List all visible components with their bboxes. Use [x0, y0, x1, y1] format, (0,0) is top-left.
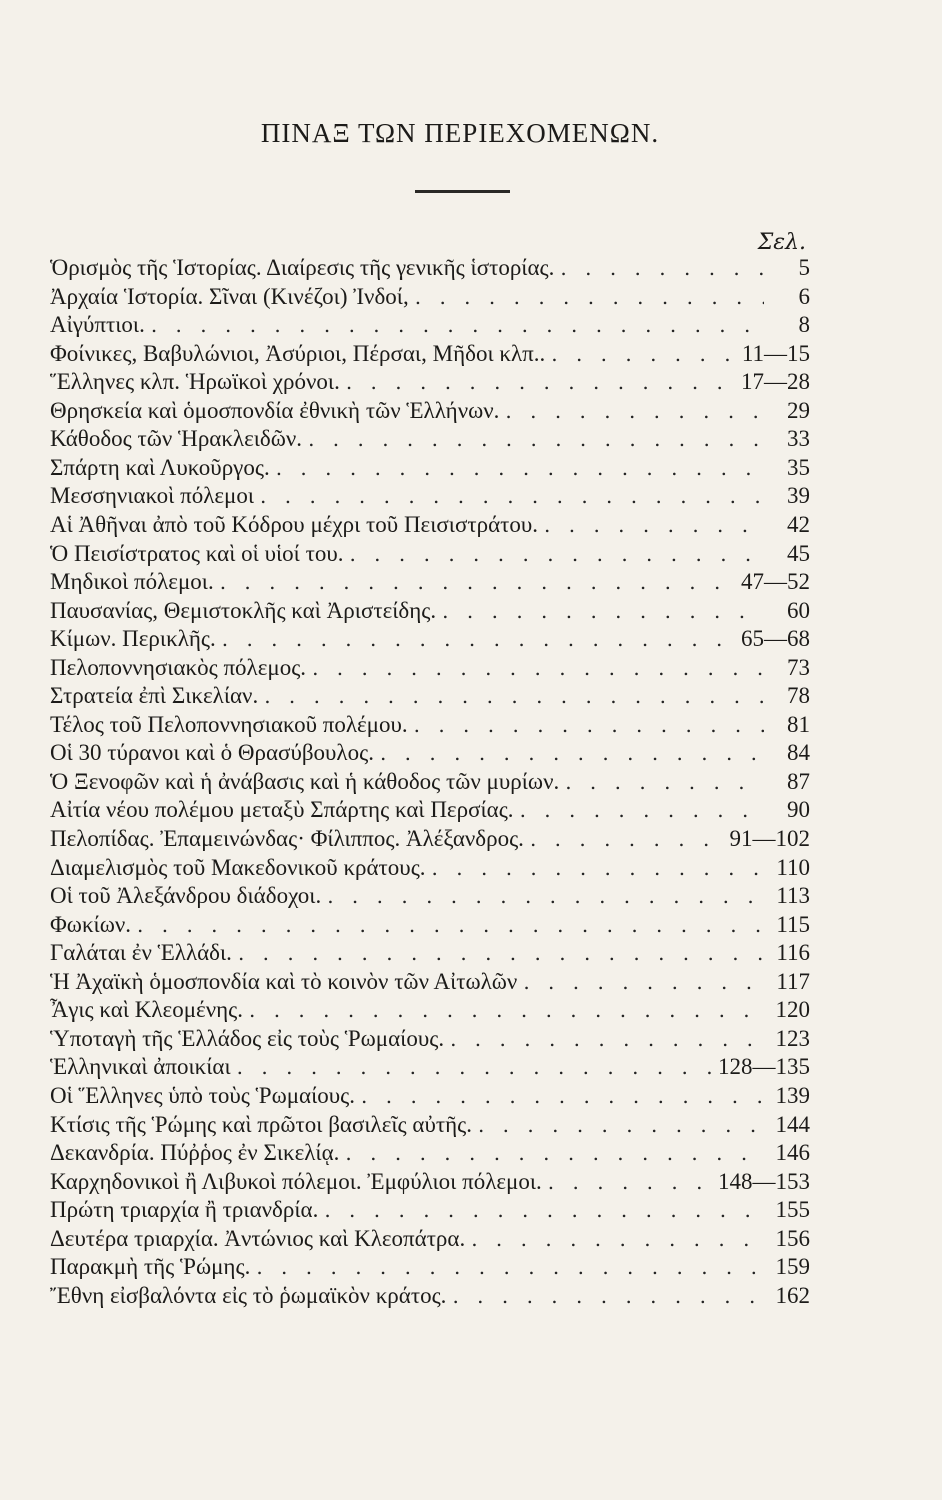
toc-entry	[50, 512, 810, 542]
toc-entry-page: 123	[775, 1025, 810, 1051]
dot-leader	[505, 399, 764, 423]
dot-leader	[471, 1227, 764, 1251]
toc-entry-title: Αἰτία νέου πολέμου μεταξὺ Σπάρτης καὶ Περσίας.	[50, 797, 514, 823]
dot-leader	[520, 798, 764, 822]
dot-leader	[312, 656, 764, 680]
toc-entry-title: Ἆγις καὶ Κλεομένης.	[50, 997, 243, 1023]
toc-entry-page: 162	[775, 1282, 810, 1308]
dot-leader	[361, 1084, 764, 1108]
toc-entry	[50, 284, 810, 314]
toc-entry	[50, 455, 810, 485]
dot-leader	[414, 713, 764, 737]
toc-entry	[50, 1112, 810, 1142]
dot-leader	[220, 570, 735, 594]
toc-entry-page: 113	[776, 883, 810, 909]
toc-entry-title: Πελοπίδας. Ἐπαμεινώνδας· Φίλιππος. Ἀλέξανδρος.	[50, 826, 524, 851]
toc-entry-title: Ὑποταγὴ τῆς Ἑλλάδος εἰς τοὺς Ῥωμαίους.	[50, 1025, 445, 1051]
toc-entry	[50, 398, 810, 428]
toc-entry-page: 33	[787, 426, 810, 452]
toc-entry-page: 159	[775, 1254, 810, 1280]
toc-entry	[50, 855, 810, 885]
dot-leader	[450, 1027, 764, 1051]
toc-entry	[50, 797, 810, 827]
dot-leader	[324, 1198, 764, 1222]
toc-entry-title: Γαλάται ἐν Ἑλλάδι.	[50, 940, 232, 966]
toc-entry	[50, 1283, 810, 1313]
toc-entry-page: 116	[776, 940, 810, 966]
toc-entry	[50, 883, 810, 913]
toc-entry-title: Μεσσηνιακοὶ πόλεμοι	[50, 483, 255, 509]
dot-leader	[544, 513, 764, 537]
dot-leader	[249, 998, 764, 1022]
toc-entry-title: Ἕλληνες κλπ. Ἡρωϊκοὶ χρόνοι.	[50, 369, 340, 395]
toc-entry-page: 35	[787, 454, 810, 480]
toc-entry-page: 128—135	[718, 1054, 810, 1080]
dot-leader	[380, 741, 764, 765]
dot-leader	[260, 484, 764, 508]
toc-entry-page: 156	[775, 1225, 810, 1251]
toc-entry	[50, 912, 810, 942]
toc-entry	[50, 1140, 810, 1170]
toc-entry	[50, 569, 810, 599]
toc-entry	[50, 369, 810, 399]
dot-leader	[548, 1170, 712, 1194]
dot-leader	[137, 913, 764, 937]
toc-entry-page: 78	[787, 683, 810, 709]
dot-leader	[415, 285, 764, 309]
toc-entry-title: Πελοποννησιακὸς πόλεμος.	[50, 654, 307, 680]
toc-entry-page: 39	[787, 483, 810, 509]
dot-leader	[349, 542, 764, 566]
toc-entry	[50, 255, 810, 285]
dot-leader	[327, 884, 764, 908]
dot-leader	[478, 1113, 764, 1137]
toc-entry	[50, 997, 810, 1027]
toc-entry-page: 115	[776, 911, 810, 937]
toc-entry	[50, 740, 810, 770]
toc-entry-title: Ἔθνη εἰσβαλόντα εἰς τὸ ῥωμαϊκὸν κράτος.	[50, 1282, 447, 1308]
toc-entry-title: Καρχηδονικοὶ ἢ Λιβυκοὶ πόλεμοι. Ἐμφύλιοι πόλεμοι.	[50, 1168, 542, 1194]
toc-entry-title: Δεκανδρία. Πύῤῥος ἐν Σικελίᾳ.	[50, 1140, 340, 1166]
dot-leader	[565, 770, 764, 794]
toc-entry-title: Παρακμὴ τῆς Ῥώμης.	[50, 1254, 251, 1280]
dot-leader	[264, 684, 764, 708]
toc-entry-page: 42	[787, 511, 810, 537]
toc-entry-title: Τέλος τοῦ Πελοποννησιακοῦ πολέμου.	[50, 711, 408, 737]
toc-entry-page: 60	[787, 597, 810, 623]
dot-leader	[151, 313, 764, 337]
toc-entry	[50, 1026, 810, 1056]
toc-entry-page: 6	[798, 283, 810, 309]
toc-entry-page: 73	[787, 654, 810, 680]
toc-entry	[50, 1197, 810, 1227]
toc-entry-page: 117	[776, 968, 810, 994]
toc-entry-title: Κάθοδος τῶν Ἡρακλειδῶν.	[50, 426, 303, 452]
toc-entry-page: 155	[775, 1197, 810, 1223]
dot-leader	[452, 1284, 764, 1308]
toc-entry-page: 110	[776, 854, 810, 880]
toc-entry-title: Σπάρτη καὶ Λυκοῦργος.	[50, 454, 270, 480]
page-title: ΠΙΝΑΞ ΤΩΝ ΠΕΡΙΕΧΟΜΕΝΩΝ.	[260, 118, 660, 148]
toc-entry	[50, 426, 810, 456]
toc-entry	[50, 598, 810, 628]
dot-leader	[560, 256, 764, 280]
toc-entry-title: Κίμων. Περικλῆς.	[50, 626, 216, 652]
toc-entry-page: 47—52	[741, 569, 810, 595]
toc-entry-page: 146	[775, 1140, 810, 1166]
toc-entry	[50, 312, 810, 342]
toc-entry	[50, 1083, 810, 1113]
toc-entry-page: 81	[787, 711, 810, 737]
toc-entry-title: Δευτέρα τριαρχία. Ἀντώνιος καὶ Κλεοπάτρα.	[50, 1225, 466, 1251]
toc-entry-title: Στρατεία ἐπὶ Σικελίαν.	[50, 683, 259, 709]
toc-entry-page: 90	[787, 797, 810, 823]
toc-entry-title: Ἡ Ἀχαϊκὴ ὁμοσπονδία καὶ τὸ κοινὸν τῶν Αἰτωλῶν	[50, 968, 518, 994]
toc-entry-page: 91—102	[729, 826, 810, 851]
toc-entry-title: Αἱ Ἀθῆναι ἀπὸ τοῦ Κόδρου μέχρι τοῦ Πεισιστράτου.	[50, 511, 539, 537]
toc-entry	[50, 655, 810, 685]
toc-entry	[50, 940, 810, 970]
toc-entry	[50, 1254, 810, 1284]
toc-entry-page: 148—153	[718, 1168, 810, 1194]
dot-leader	[523, 970, 764, 994]
dot-leader	[432, 856, 764, 880]
toc-entry-title: Φοίνικες, Βαβυλώνιοι, Ἀσύριοι, Πέρσαι, Μῆδοι κλπ..	[50, 340, 546, 366]
toc-entry-page: 65—68	[741, 626, 810, 652]
page-column-header: Σελ.	[757, 230, 806, 255]
toc-entry-title: Παυσανίας, Θεμιστοκλῆς καὶ Ἀριστείδης.	[50, 597, 437, 623]
dot-leader	[346, 370, 735, 394]
toc-entry-page: 5	[798, 255, 810, 280]
toc-entry-title: Θρησκεία καὶ ὁμοσπονδία ἐθνικὴ τῶν Ἑλλήνων.	[50, 397, 500, 423]
toc-entry-page: 84	[787, 740, 810, 766]
toc-entry-title: Ὁρισμὸς τῆς Ἱστορίας. Διαίρεσις τῆς γενικῆς ἱστορίας.	[50, 255, 555, 280]
toc-entry	[50, 1054, 810, 1084]
toc-entry-title: Ὁ Ξενοφῶν καὶ ἡ ἀνάβασις καὶ ἡ κάθοδος τῶν μυρίων.	[50, 768, 560, 794]
toc-entry-title: Πρώτη τριαρχία ἢ τριανδρία.	[50, 1197, 319, 1223]
toc-entry-title: Διαμελισμὸς τοῦ Μακεδονικοῦ κράτους.	[50, 854, 426, 880]
toc-entry-page: 8	[798, 312, 810, 338]
toc-entry-title: Μηδικοὶ πόλεμοι.	[50, 569, 214, 595]
dot-leader	[276, 456, 764, 480]
toc-entry-page: 29	[787, 397, 810, 423]
toc-entry-page: 45	[787, 540, 810, 566]
toc-entry-title: Ἑλληνικαὶ ἀποικίαι	[50, 1054, 231, 1080]
toc-entry-title: Οἱ τοῦ Ἀλεξάνδρου διάδοχοι.	[50, 883, 322, 909]
toc-entry	[50, 826, 810, 856]
dot-leader	[345, 1141, 764, 1165]
toc-entry	[50, 769, 810, 799]
toc-entry-title: Οἱ Ἕλληνες ὑπὸ τοὺς Ῥωμαίους.	[50, 1082, 356, 1108]
toc-entry-page: 120	[775, 997, 810, 1023]
dot-leader	[551, 342, 736, 366]
toc-entry	[50, 1226, 810, 1256]
dot-leader	[442, 599, 764, 623]
dot-leader	[256, 1255, 764, 1279]
toc-entry	[50, 341, 810, 371]
toc-entry-page: 11—15	[741, 340, 810, 366]
dot-leader	[530, 827, 724, 851]
dot-leader	[308, 427, 764, 451]
dot-leader	[222, 627, 735, 651]
toc-entry-page: 17—28	[741, 369, 810, 395]
toc-entry-title: Ὁ Πεισίστρατος καὶ οἱ υἱοί του.	[50, 540, 344, 566]
dot-leader	[238, 941, 764, 965]
toc-entry	[50, 969, 810, 999]
toc-entry-page: 87	[787, 768, 810, 794]
toc-entry-page: 139	[775, 1082, 810, 1108]
toc-entry-title: Αἰγύπτιοι.	[50, 312, 145, 338]
toc-entry	[50, 712, 810, 742]
toc-entry	[50, 626, 810, 656]
toc-entry-title: Κτίσις τῆς Ῥώμης καὶ πρῶτοι βασιλεῖς αὐτῆς.	[50, 1111, 472, 1137]
toc-entry	[50, 483, 810, 513]
toc-entry	[50, 1169, 810, 1199]
toc-entry-title: Οἱ 30 τύρανοι καὶ ὁ Θρασύβουλος.	[50, 740, 374, 766]
toc-entry	[50, 683, 810, 713]
toc-entry-page: 144	[775, 1111, 810, 1137]
toc-entry	[50, 541, 810, 571]
toc-entry-title: Ἀρχαία Ἱστορία. Σῖναι (Κινέζοι) Ἰνδοί,	[50, 283, 409, 309]
dot-leader	[237, 1055, 712, 1079]
toc-entry-title: Φωκίων.	[50, 911, 132, 937]
